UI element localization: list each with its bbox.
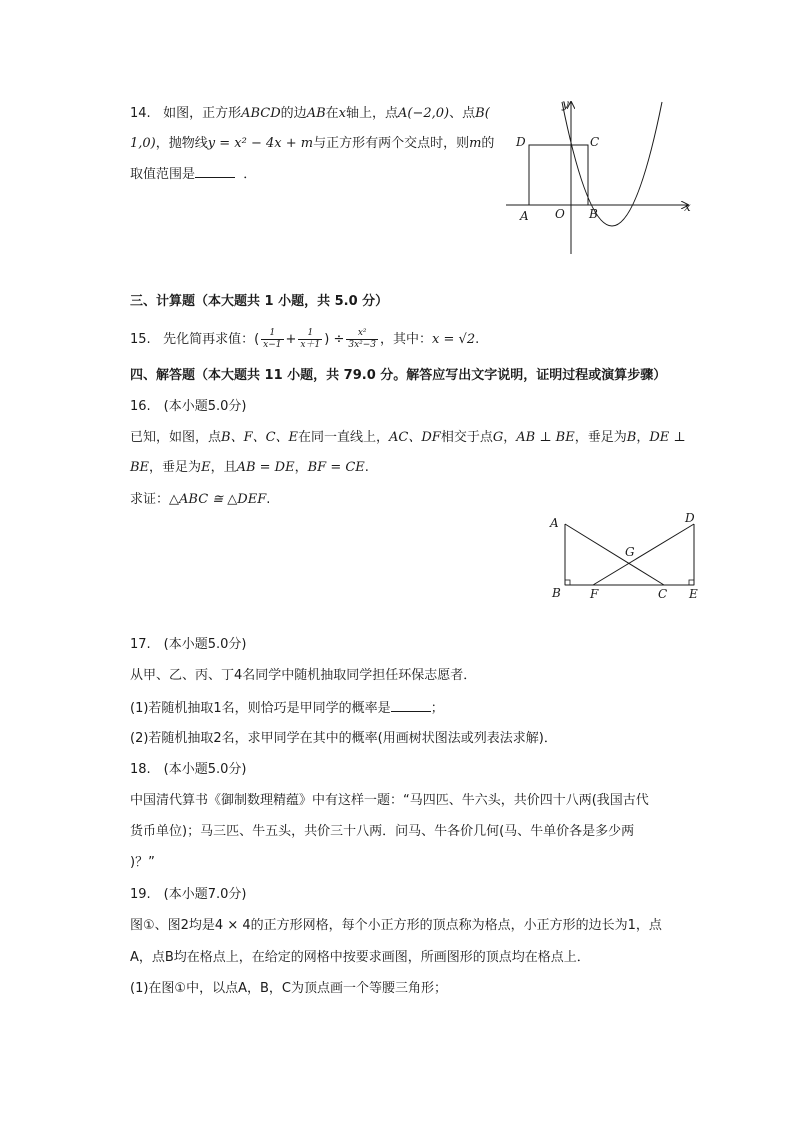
fraction-numerator: x² (346, 328, 378, 340)
q16-text: ，且 (210, 460, 237, 475)
q16-line-2 (130, 458, 369, 478)
q15-plus: + (285, 332, 297, 347)
parabola-curve (562, 102, 662, 226)
fraction-numerator: 1 (298, 328, 322, 340)
q18-line-2: 货币单位)；马三匹、牛五头，共价三十八两．问马、牛各价几何(马、牛单价各是多少两 (130, 824, 635, 839)
q14-text: 取值范围是 (130, 167, 196, 182)
q15-line (130, 326, 479, 354)
q14-math: B( (475, 106, 490, 121)
label-o: O (555, 207, 565, 221)
q14-line-1 (130, 104, 490, 124)
label-b: B (552, 586, 561, 600)
q15-divide: ) ÷ (324, 332, 345, 347)
q16-text: ， (294, 460, 308, 475)
q14-text: 、点 (449, 106, 476, 121)
label-e: E (689, 587, 698, 601)
q16-math: AC、DF (389, 430, 441, 445)
q14-parabola-equation: y = x² − 4x + m (207, 136, 314, 151)
square-abcd (529, 145, 588, 205)
q14-line-3 (130, 163, 256, 185)
q16-text: ， (503, 430, 517, 445)
q16-text: 求证： (130, 492, 170, 507)
q14-math: ABCD (241, 106, 281, 121)
label-a: A (550, 516, 559, 530)
right-angle-e (689, 580, 694, 585)
q16-math: BF = CE (307, 460, 365, 475)
q14-text: ． (243, 167, 257, 182)
q14-text: 的边 (280, 106, 307, 121)
fraction-denominator: x−1 (263, 340, 282, 350)
label-d: D (685, 511, 695, 525)
q16-text: ，垂足为 (149, 460, 202, 475)
label-g: G (625, 545, 635, 559)
q16-math: AB ⊥ BE (516, 430, 575, 445)
q16-math: G (492, 430, 504, 445)
label-c: C (590, 135, 600, 149)
q15-fraction-2 (298, 328, 322, 351)
section-4-heading: 四、解答题（本大题共 11 小题，共 79.0 分。解答应写出文字说明，证明过程或演算步骤） (130, 368, 667, 383)
q16-text: 在同一直线上， (298, 430, 390, 445)
label-y: y (562, 97, 569, 111)
q15-text: 先化简再求值：( (163, 332, 260, 347)
label-d: D (516, 135, 526, 149)
q18-line-3: )？” (130, 855, 155, 870)
q16-text: . (364, 460, 369, 475)
q14-math: 1,0) (130, 136, 156, 151)
q14-parabola-figure (498, 96, 698, 258)
q16-math: B (626, 430, 637, 445)
q16-math: AB = DE (236, 460, 295, 475)
q17-line-3: (2)若随机抽取2名，求甲同学在其中的概率(用画树状图法或列表法求解)． (130, 731, 557, 746)
q14-math: A(−2,0) (398, 106, 450, 121)
q15-condition: x = √2 (432, 332, 476, 347)
q14-line-2 (130, 134, 494, 154)
q14-text: 在 (325, 106, 339, 121)
q14-text: 的 (481, 136, 495, 151)
q16-text: ，垂足为 (574, 430, 627, 445)
q19-line-2: A，点B均在格点上，在给定的网格中按要求画图，所画图形的顶点均在格点上． (130, 950, 590, 965)
q14-math: AB (306, 106, 326, 121)
q15-text: ，其中： (380, 332, 433, 347)
q17-answer-blank (391, 697, 431, 712)
q16-text: 已知，如图，点 (130, 430, 222, 445)
fraction-denominator: x＋1 (300, 340, 321, 350)
q16-text: ， (636, 430, 650, 445)
q15-fraction-3 (346, 328, 378, 351)
q16-text: 相交于点 (440, 430, 493, 445)
q16-math: E (201, 460, 211, 475)
right-angle-b (565, 580, 570, 585)
q19-line-1: 图①、图2均是4 × 4的正方形网格，每个小正方形的顶点称为格点，小正方形的边长为1，点 (130, 918, 662, 933)
q14-math: m (469, 136, 482, 151)
label-a: A (520, 209, 529, 223)
q15-number: 15. (130, 332, 151, 347)
q16-heading: 16. (本小题5.0分) (130, 399, 247, 414)
q15-fraction-1 (261, 328, 283, 351)
q18-line-1: 中国清代算书《御制数理精蕴》中有这样一题：“马四匹、牛六头，共价四十八两(我国古代 (130, 793, 649, 808)
q19-line-3: (1)在图①中，以点A，B，C为顶点画一个等腰三角形； (130, 981, 447, 996)
label-x: x (684, 200, 691, 214)
q16-text: . (266, 492, 271, 507)
segment-ac (565, 524, 664, 585)
q16-math: DE ⊥ (649, 430, 686, 445)
q19-heading: 19. (本小题7.0分) (130, 887, 247, 902)
q16-line-1 (130, 428, 686, 448)
q14-text: 轴上，点 (346, 106, 399, 121)
section-3-heading: 三、计算题（本大题共 1 小题，共 5.0 分） (130, 294, 389, 309)
q14-answer-blank (195, 163, 235, 178)
q16-congruence: △ABC ≅ △DEF (169, 492, 267, 507)
q17-text: (1)若随机抽取1名，则恰巧是甲同学的概率是 (130, 701, 391, 716)
q14-text: ，抛物线 (155, 136, 208, 151)
fraction-denominator: 3x²−3 (348, 340, 377, 350)
q17-line-1: 从甲、乙、丙、丁4名同学中随机抽取同学担任环保志愿者． (130, 668, 477, 683)
q17-text: ； (430, 701, 444, 716)
q16-math: B、F、C、E (221, 430, 299, 445)
q14-number: 14. (130, 106, 151, 121)
q14-text: 与正方形有两个交点时，则 (313, 136, 470, 151)
q17-line-2 (130, 697, 444, 719)
q14-math: x (338, 106, 346, 121)
q17-heading: 17. (本小题5.0分) (130, 637, 247, 652)
label-b: B (589, 207, 598, 221)
q16-proof-line (130, 490, 270, 510)
label-f: F (590, 587, 599, 601)
segment-df (593, 524, 694, 585)
q15-text: . (475, 332, 480, 347)
q16-math: BE (130, 460, 150, 475)
q18-heading: 18. (本小题5.0分) (130, 762, 247, 777)
label-c: C (658, 587, 668, 601)
fraction-numerator: 1 (261, 328, 283, 340)
q14-text: 如图，正方形 (163, 106, 242, 121)
q16-triangles-figure (546, 510, 706, 602)
